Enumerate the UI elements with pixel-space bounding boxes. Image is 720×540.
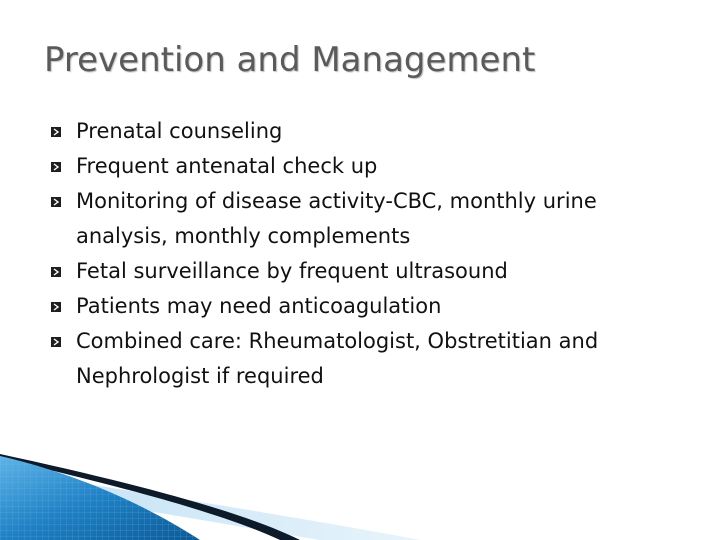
bullet-item — [76, 289, 676, 324]
bullet-item — [76, 114, 676, 149]
bullet-item — [76, 254, 676, 289]
slide-title: Prevention and Management — [44, 40, 536, 80]
bullet-text: Fetal surveillance by frequent ultrasound — [76, 259, 508, 283]
arrow-bullet-icon — [51, 197, 61, 207]
bullet-text: Prenatal counseling — [76, 119, 283, 143]
bullet-text: Frequent antenatal check up — [76, 154, 378, 178]
arrow-bullet-icon — [51, 302, 61, 312]
arrow-bullet-icon — [51, 162, 61, 172]
bullet-text: Patients may need anticoagulation — [76, 294, 442, 318]
bullet-item — [76, 324, 676, 394]
bullet-item — [76, 149, 676, 184]
arrow-bullet-icon — [51, 337, 61, 347]
arrow-bullet-icon — [51, 127, 61, 137]
arrow-bullet-icon — [51, 267, 61, 277]
decorative-swoosh — [0, 440, 720, 540]
bullet-list — [76, 114, 676, 394]
bullet-text: Combined care: Rheumatologist, Obstretitian and Nephrologist if required — [76, 329, 599, 388]
bullet-item — [76, 184, 676, 254]
bullet-text: Monitoring of disease activity-CBC, monthly urine analysis, monthly complements — [76, 189, 597, 248]
